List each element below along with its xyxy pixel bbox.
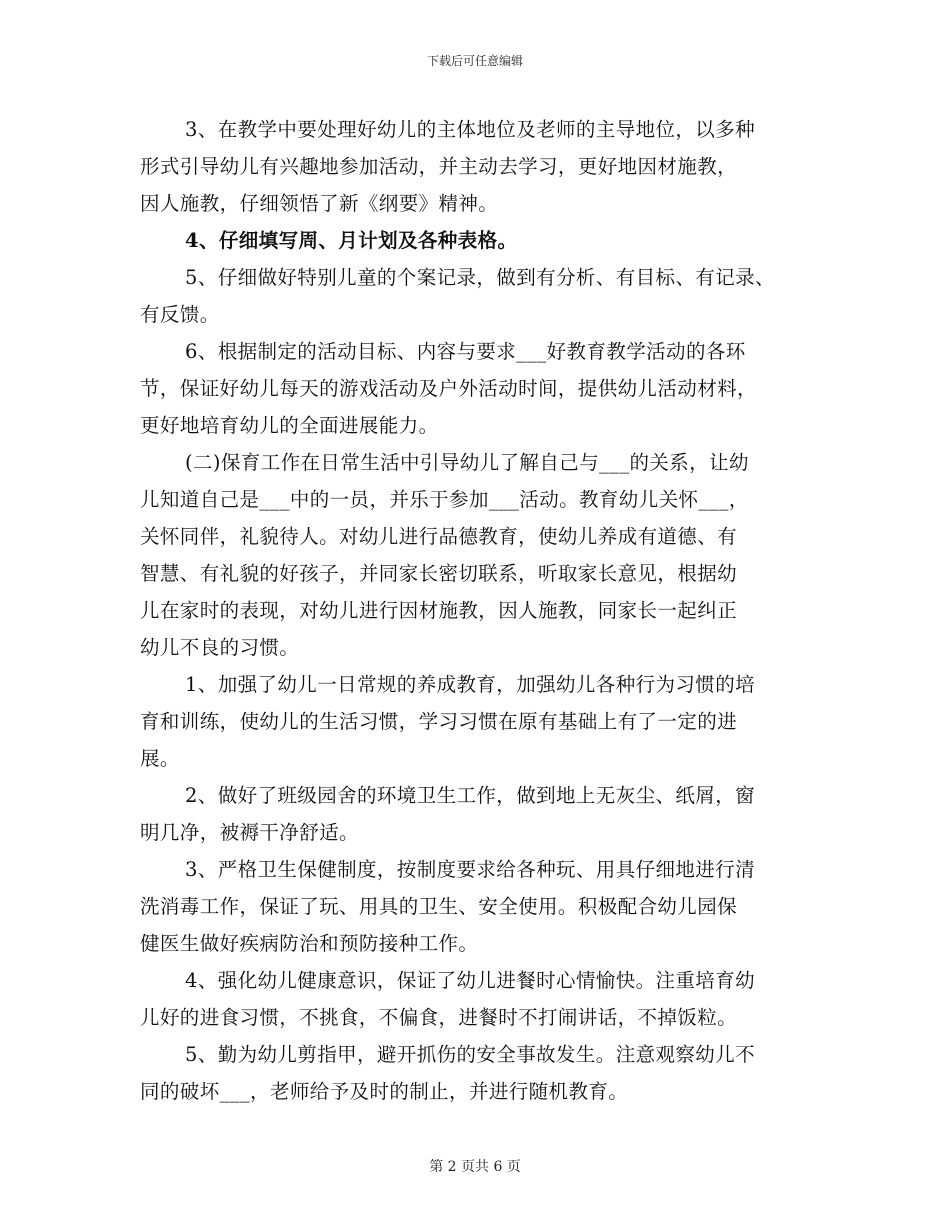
text-line: 育和训练，使幼儿的生活习惯，学习习惯在原有基础上有了一定的进 — [140, 710, 738, 733]
page-header: 下载后可任意编辑 — [426, 54, 523, 68]
text-line: 明几净，被褥干净舒适。 — [140, 821, 359, 844]
text-line: 智慧、有礼貌的好孩子，并同家长密切联系，听取家长意见，根据幼 — [140, 562, 738, 585]
text-line: 同的破坏___，老师给予及时的制止，并进行随机教育。 — [140, 1080, 629, 1103]
text-line: 健医生做好疾病防治和预防接种工作。 — [140, 932, 479, 955]
document-body — [140, 111, 820, 1110]
text-line: 幼儿不良的习惯。 — [140, 636, 300, 659]
text-line: 节，保证好幼儿每天的游戏活动及户外活动时间，提供幼儿活动材料， — [140, 377, 757, 400]
text-line: 因人施教，仔细领悟了新《纲要》精神。 — [140, 192, 499, 215]
text-line: 6、根据制定的活动目标、内容与要求___好教育教学活动的各环 — [185, 340, 746, 363]
text-line: 形式引导幼儿有兴趣地参加活动，并主动去学习，更好地因材施教， — [140, 155, 738, 178]
text-line: 3、在教学中要处理好幼儿的主体地位及老师的主导地位，以多种 — [185, 118, 756, 141]
text-line: 3、严格卫生保健制度，按制度要求给各种玩、用具仔细地进行清 — [185, 858, 756, 881]
text-line: 5、仔细做好特别儿童的个案记录，做到有分析、有目标、有记录、 — [185, 266, 775, 289]
text-line: 儿在家时的表现，对幼儿进行因材施教，因人施教，同家长一起纠正 — [140, 599, 738, 622]
text-line: 展。 — [140, 747, 180, 770]
text-line: 4、强化幼儿健康意识，保证了幼儿进餐时心情愉快。注重培育幼 — [185, 969, 756, 992]
text-line: 洗消毒工作，保证了玩、用具的卫生、安全使用。积极配合幼儿园保 — [140, 895, 738, 918]
text-line: 1、加强了幼儿一日常规的养成教育，加强幼儿各种行为习惯的培 — [185, 673, 756, 696]
text-line: 2、做好了班级园舍的环境卫生工作，做到地上无灰尘、纸屑，窗 — [185, 784, 756, 807]
text-line: 5、勤为幼儿剪指甲，避开抓伤的安全事故发生。注意观察幼儿不 — [185, 1043, 756, 1066]
text-line: 儿好的进食习惯，不挑食，不偏食，进餐时不打闹讲话，不掉饭粒。 — [140, 1006, 738, 1029]
bold-text-line: 4、仔细填写周、月计划及各种表格。 — [185, 229, 518, 252]
text-line: 关怀同伴，礼貌待人。对幼儿进行品德教育，使幼儿养成有道德、有 — [140, 525, 738, 548]
text-line: 儿知道自己是___中的一员，并乐于参加___活动。教育幼儿关怀___， — [140, 488, 749, 511]
text-line: (二)保育工作在日常生活中引导幼儿了解自己与___的关系，让幼 — [185, 451, 749, 474]
text-line: 有反馈。 — [140, 303, 220, 326]
page-footer: 第 2 页共 6 页 — [429, 1159, 521, 1175]
text-line: 更好地培育幼儿的全面进展能力。 — [140, 414, 439, 437]
